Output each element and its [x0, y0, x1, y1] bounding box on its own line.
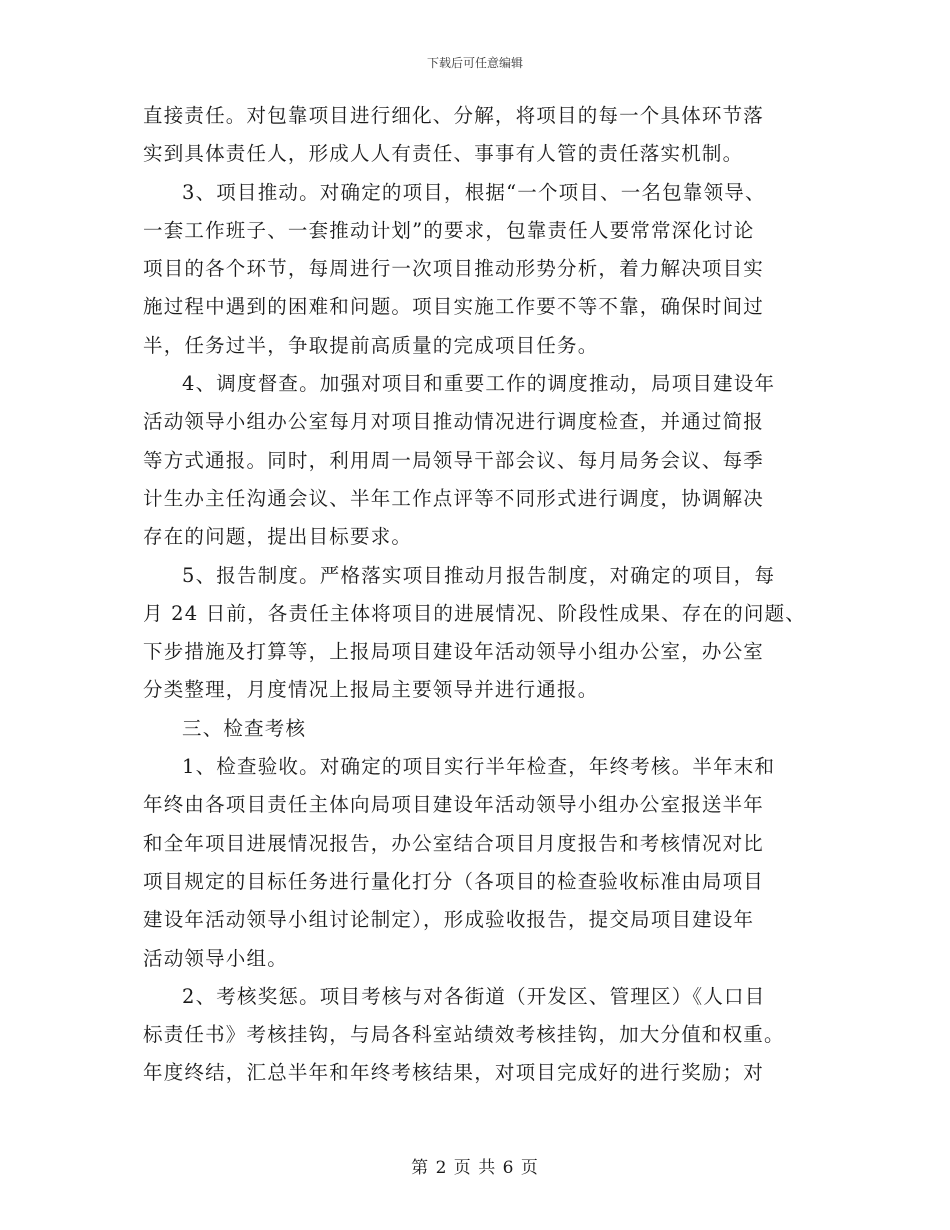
text-line: 直接责任。对包靠项目进行细化、分解，将项目的每一个具体环节落: [143, 104, 765, 127]
text-line: 1、检查验收。对确定的项目实行半年检查，年终考核。半年末和: [182, 755, 776, 779]
text-line: 建设年活动领导小组讨论制定），形成验收报告，提交局项目建设年: [143, 908, 755, 932]
text-line: 三、检查考核: [182, 716, 307, 740]
text-line: 年度终结，汇总半年和年终考核结果，对项目完成好的进行奖励；对: [143, 1061, 765, 1085]
text-line: 项目的各个环节，每周进行一次项目推动形势分析，着力解决项目实: [143, 257, 765, 281]
text-line: 和全年项目进展情况报告，办公室结合项目月度报告和考核情况对比: [143, 831, 765, 855]
text-line: 标责任书》考核挂钩，与局各科室站绩效考核挂钩，加大分值和权重。: [143, 1023, 785, 1047]
text-line: 5、报告制度。严格落实项目推动月报告制度，对确定的项目，每: [182, 563, 776, 587]
text-line: 2、考核奖惩。项目考核与对各街道（开发区、管理区）《人口目: [182, 984, 766, 1008]
page-footer: 第 2 页 共 6 页: [411, 1158, 539, 1178]
text-line: 3、项目推动。对确定的项目，根据“一个项目、一名包靠领导、: [182, 180, 766, 204]
text-line: 等方式通报。同时，利用周一局领导干部会议、每月局务会议、每季: [143, 448, 765, 472]
text-line: 4、调度督查。加强对项目和重要工作的调度推动，局项目建设年: [182, 372, 776, 396]
page-header: 下载后可任意编辑: [426, 56, 523, 70]
text-line: 活动领导小组办公室每月对项目推动情况进行调度检查，并通过简报: [143, 410, 765, 434]
text-line: 分类整理，月度情况上报局主要领导并进行通报。: [143, 678, 599, 702]
text-line: 月 24 日前，各责任主体将项目的进展情况、阶段性成果、存在的问题、: [143, 601, 807, 625]
text-line: 活动领导小组。: [143, 946, 288, 970]
text-line: 年终由各项目责任主体向局项目建设年活动领导小组办公室报送半年: [143, 793, 765, 817]
text-line: 施过程中遇到的困难和问题。项目实施工作要不等不靠，确保时间过: [143, 295, 765, 319]
text-line: 实到具体责任人，形成人人有责任、事事有人管的责任落实机制。: [143, 142, 744, 166]
text-line: 下步措施及打算等，上报局项目建设年活动领导小组办公室，办公室: [143, 640, 765, 664]
text-line: 半，任务过半，争取提前高质量的完成项目任务。: [143, 333, 599, 357]
text-line: 一套工作班子、一套推动计划”的要求，包靠责任人要常常深化讨论: [143, 218, 755, 242]
text-line: 项目规定的目标任务进行量化打分（各项目的检查验收标准由局项目: [143, 869, 765, 893]
text-line: 计生办主任沟通会议、半年工作点评等不同形式进行调度，协调解决: [143, 486, 765, 510]
text-line: 存在的问题，提出目标要求。: [143, 525, 413, 549]
document-body: [143, 97, 823, 1093]
